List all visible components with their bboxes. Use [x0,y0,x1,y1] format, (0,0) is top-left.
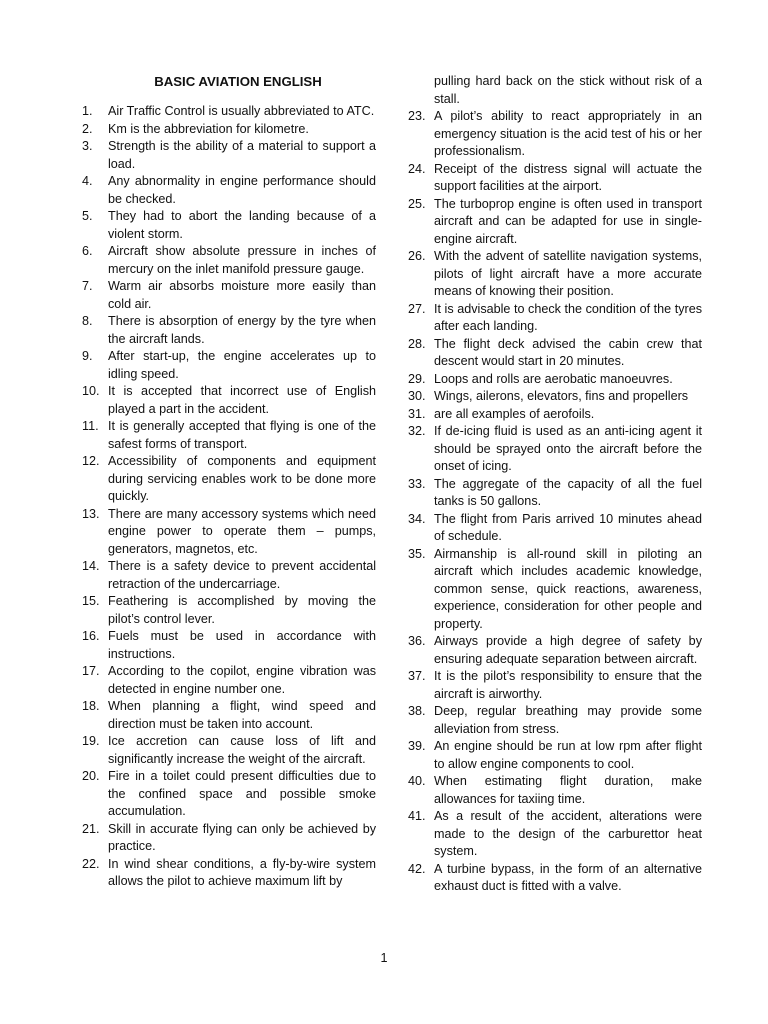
page-number: 1 [380,951,388,965]
list-item [82,558,376,593]
list-item [408,248,702,301]
list-item [408,336,702,371]
item-text: Fuels must be used in accordance with instructions. [108,629,376,661]
item-number: 42. [408,861,426,876]
item-number: 28. [408,336,426,351]
item-number: 23. [408,109,426,123]
item-number: 20. [82,769,100,783]
item-text: In wind shear conditions, a fly-by-wire system allows the pilot to achieve maximum lift by [108,856,376,888]
item-text: It is advisable to check the condition of the tyres after each landing. [434,301,702,333]
item-text: The flight deck advised the cabin crew that descent would start in 20 minutes. [434,336,702,368]
list-item [82,663,376,698]
list-item [408,633,702,668]
item-number: 15. [82,594,100,608]
item-number: 38. [408,704,426,718]
list-item [408,476,702,511]
list-item [82,348,376,383]
list-item [408,808,702,861]
item-text: It is the pilot’s responsibility to ensure that the aircraft is airworthy. [434,669,702,701]
item-number: 37. [408,669,426,683]
item-number: 19. [82,734,100,748]
item-text: Wings, ailerons, elevators, fins and propellers [434,389,689,403]
list-item [408,423,702,476]
item-text: Aircraft show absolute pressure in inches of mercury on the inlet manifold pressure gauge. [108,244,376,276]
list-item [82,243,376,278]
item-text: Any abnormality in engine performance should be checked. [108,174,376,206]
list-item [408,196,702,249]
item-number: 7. [82,279,93,293]
item-text: Accessibility of components and equipment during servicing enables work to be done more quickly. [108,454,376,503]
list-item [82,628,376,663]
list-item [82,121,376,139]
item-number: 16. [82,629,100,643]
item-text: Warm air absorbs moisture more easily than cold air. [108,279,376,311]
list-item [82,418,376,453]
item-number: 10. [82,384,100,398]
item-number: 13. [82,506,100,521]
item-number: 36. [408,634,426,648]
item-text: A pilot’s ability to react appropriately in an emergency situation is the acid test of his or her professionalism. [434,109,702,158]
item-text: The turboprop engine is often used in transport aircraft and can be adapted for use in single-engine aircraft. [434,196,702,246]
item-number: 30. [408,389,426,403]
item-number: 5. [82,209,93,223]
list-item [82,278,376,313]
list-item [82,698,376,733]
list-item [82,138,376,173]
list-item [408,773,702,808]
item-number: 14. [82,559,100,573]
list-item [408,108,702,161]
list-item [82,733,376,768]
item-number: 8. [82,314,93,328]
list-item [408,861,702,896]
item-text: An engine should be run at low rpm after flight to allow engine components to cool. [434,739,702,771]
item-text: Skill in accurate flying can only be achieved by practice. [108,821,376,853]
item-number: 12. [82,454,100,468]
item-text: Airways provide a high degree of safety by ensuring adequate separation between aircraft. [434,634,702,666]
item-text: Fire in a toilet could present difficulties due to the confined space and possible smoke accumulation. [108,769,376,818]
item-text: The aggregate of the capacity of all the fuel tanks is 50 gallons. [434,476,702,508]
list-item [82,173,376,208]
right-column [408,73,702,896]
item-text: Deep, regular breathing may provide some alleviation from stress. [434,704,702,736]
item-text: are all examples of aerofoils. [434,406,595,421]
item-number: 27. [408,301,426,316]
item-text: Airmanship is all-round skill in piloting an aircraft which includes academic knowledge, common sense, quick reactions, awareness, experience, consideration for other people and property. [434,546,702,631]
item-text: Km is the abbreviation for kilometre. [108,121,309,136]
item-number: 41. [408,809,426,823]
item-number: 22. [82,856,100,871]
item-text: There is a safety device to prevent accidental retraction of the undercarriage. [108,559,376,591]
item-text: When estimating flight duration, make allowances for taxiing time. [434,774,702,806]
item-number: 11. [82,419,99,433]
list-item [82,768,376,821]
list-item [408,738,702,773]
item-number: 25. [408,196,426,211]
item-number: 26. [408,249,426,263]
list-item [408,546,702,634]
item-number: 31. [408,406,426,421]
list-item [82,593,376,628]
list-item [82,506,376,559]
item-text: They had to abort the landing because of a violent storm. [108,209,376,241]
list-item [82,856,376,891]
item-text: Feathering is accomplished by moving the pilot’s control lever. [108,594,376,626]
item-text: Loops and rolls are aerobatic manoeuvres. [434,371,673,386]
list-item [408,511,702,546]
item-number: 18. [82,699,100,713]
item-text: Air Traffic Control is usually abbreviated to ATC. [108,104,375,118]
item-number: 35. [408,546,426,561]
item-number: 1. [82,104,93,118]
item-number: 2. [82,121,93,136]
item-text: Ice accretion can cause loss of lift and significantly increase the weight of the aircraft. [108,734,376,766]
item-number: 39. [408,739,426,753]
list-item [82,313,376,348]
list-item [408,161,702,196]
item-number: 29. [408,371,426,386]
item-number: 3. [82,139,93,153]
item-text: With the advent of satellite navigation systems, pilots of light aircraft have a more accurate means of knowing their position. [434,249,702,298]
list-item [408,388,702,406]
item-text: After start-up, the engine accelerates up to idling speed. [108,349,376,381]
item-number: 6. [82,244,93,258]
list-item [82,383,376,418]
list-item [82,103,376,121]
document-title: BASIC AVIATION ENGLISH [154,74,322,89]
item-number: 24. [408,161,426,176]
left-sentence-list [82,103,376,891]
item-number: 21. [82,821,100,836]
item-number: 40. [408,774,426,788]
item-number: 34. [408,511,426,526]
left-column [82,103,376,891]
item-number: 32. [408,424,426,438]
item-text: Receipt of the distress signal will actuate the support facilities at the airport. [434,161,702,193]
list-item [408,371,702,389]
item-text: When planning a flight, wind speed and direction must be taken into account. [108,699,376,731]
list-item [408,406,702,424]
item-text: A turbine bypass, in the form of an alternative exhaust duct is fitted with a valve. [434,861,702,893]
item-text: Strength is the ability of a material to support a load. [108,139,376,171]
item-text: According to the copilot, engine vibration was detected in engine number one. [108,664,376,696]
item-text: As a result of the accident, alterations were made to the design of the carburettor heat system. [434,809,702,858]
item-number: 4. [82,174,93,188]
item-text: The flight from Paris arrived 10 minutes ahead of schedule. [434,511,702,543]
list-item [82,208,376,243]
item-text: There is absorption of energy by the tyre when the aircraft lands. [108,314,376,346]
item-number: 33. [408,476,426,491]
item-text: It is accepted that incorrect use of English played a part in the accident. [108,384,376,416]
item-text: If de-icing fluid is used as an anti-icing agent it should be sprayed onto the aircraft before the onset of icing. [434,424,702,473]
list-item [82,453,376,506]
list-item [408,668,702,703]
list-item [408,301,702,336]
item-number: 17. [82,664,100,678]
item-text: It is generally accepted that flying is one of the safest forms of transport. [108,419,376,451]
right-sentence-list [408,108,702,896]
item-number: 9. [82,349,93,363]
item-22-continuation: pulling hard back on the stick without risk of a stall. [434,74,702,106]
item-text: There are many accessory systems which need engine power to operate them – pumps, generators, magnetos, etc. [108,506,376,556]
list-item [408,703,702,738]
list-item [82,821,376,856]
